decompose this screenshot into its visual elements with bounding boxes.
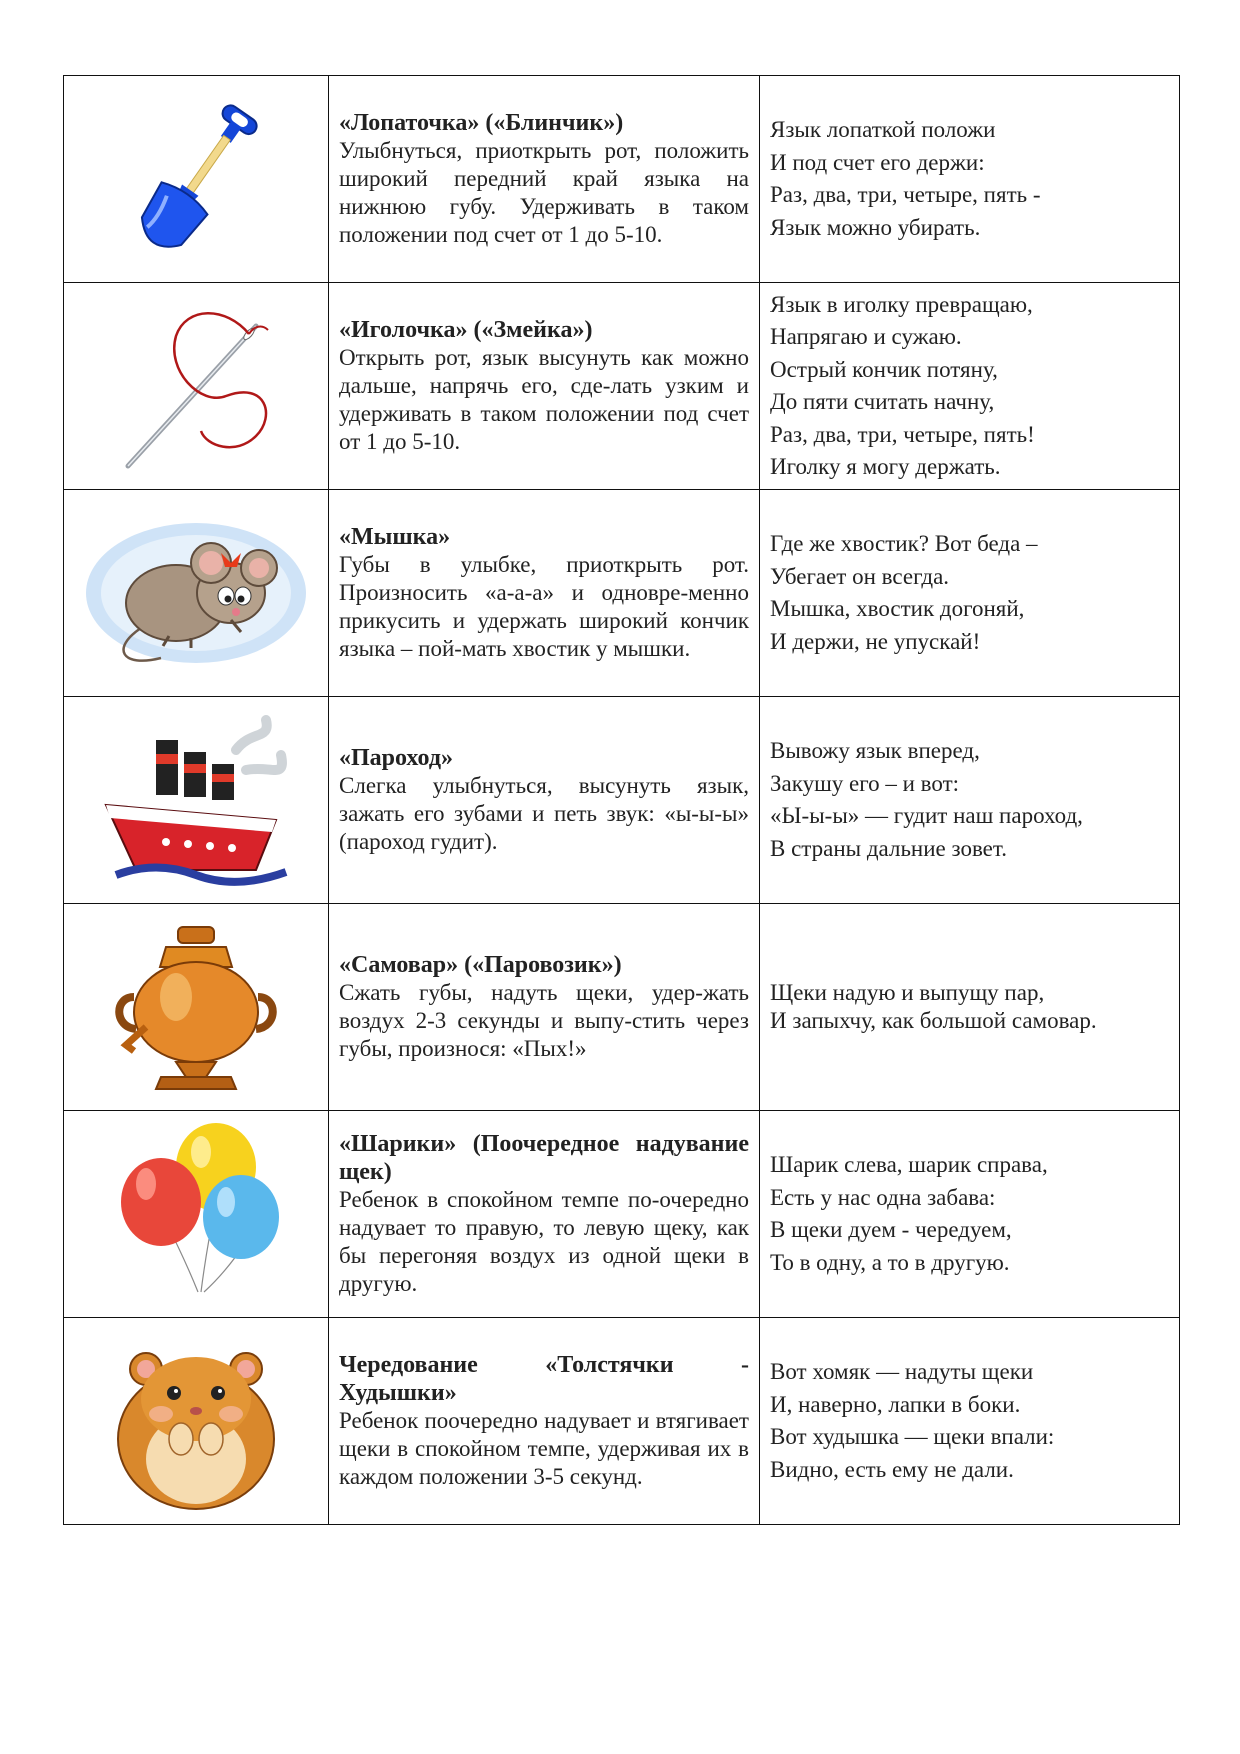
description-cell <box>329 283 760 490</box>
poem-line: Раз, два, три, четыре, пять - <box>770 182 1041 207</box>
picture-cell <box>64 76 329 283</box>
poem-line: Иголку я могу держать. <box>770 454 1001 479</box>
balloons-icon <box>106 1122 286 1307</box>
needle-icon <box>106 296 286 476</box>
poem-line: Мышка, хвостик догоняй, <box>770 596 1025 621</box>
poem-line: И, наверно, лапки в боки. <box>770 1391 1021 1417</box>
picture-cell <box>64 283 329 490</box>
table-row <box>64 904 1180 1111</box>
poem-line: Есть у нас одна забава: <box>770 1184 996 1210</box>
poem-line: То в одну, а то в другую. <box>770 1249 1010 1275</box>
poem-cell <box>760 697 1180 904</box>
hamster-icon <box>106 1329 286 1514</box>
poem-line: Язык в иголку превращаю, <box>770 291 1033 317</box>
exercise-description: Сжать губы, надуть щеки, удер-жать воздух 2-3 секунды и выпу-стить через губы, произнося: «Пых!» <box>339 980 749 1061</box>
table-row <box>64 1318 1180 1525</box>
exercise-description: Открыть рот, язык высунуть как можно дальше, напрячь его, сде-лать узким и удерживать в таком положении под счет от 1 до 5-10. <box>339 345 749 454</box>
poem-line: Шарик слева, шарик справа, <box>770 1152 1048 1177</box>
poem-cell <box>760 76 1180 283</box>
exercise-table <box>63 75 1180 1525</box>
poem-line: Язык лопаткой положи <box>770 117 996 142</box>
poem-line: До пяти считать начну, <box>770 389 995 414</box>
exercise-title: «Лопаточка» («Блинчик») <box>339 110 624 136</box>
poem-cell <box>760 1318 1180 1525</box>
description-cell <box>329 1318 760 1525</box>
exercise-description: Ребенок в спокойном темпе по-очередно надувает то правую, то левую щеку, как бы перегоняя воздух из одной щеки в другую. <box>339 1187 749 1296</box>
poem-cell <box>760 283 1180 490</box>
table-row <box>64 697 1180 904</box>
poem-line: «Ы-ы-ы» — гудит наш пароход, <box>770 803 1083 828</box>
table-row <box>64 490 1180 697</box>
poem-line: Где же хвостик? Вот беда – <box>770 531 1038 556</box>
description-cell <box>329 904 760 1111</box>
mouse-icon <box>81 508 311 678</box>
table-row <box>64 76 1180 283</box>
description-cell <box>329 1111 760 1318</box>
poem-line: Вот хомяк — надуты щеки <box>770 1359 1034 1384</box>
poem-line: Щеки надую и выпущу пар, <box>770 980 1045 1005</box>
poem-line: И под счет его держи: <box>770 149 985 175</box>
exercise-title: «Самовар» («Паровозик») <box>339 952 622 978</box>
description-cell <box>329 76 760 283</box>
samovar-icon <box>106 917 286 1097</box>
poem-line: Закушу его – и вот: <box>770 770 960 796</box>
exercise-description: Слегка улыбнуться, высунуть язык, зажать его зубами и петь звук: «ы-ы-ы» (пароход гудит). <box>339 773 749 854</box>
exercise-description: Улыбнуться, приоткрыть рот, положить широкий передний край языка на нижнюю губу. Удерживать в таком положении под счет от 1 до 5-10. <box>339 138 749 247</box>
poem-line: И держи, не упускай! <box>770 628 981 654</box>
exercise-title: Чередование «Толстячки - Худышки» <box>339 1352 749 1406</box>
exercise-title: «Мышка» <box>339 524 451 550</box>
poem-line: И запыхчу, как большой самовар. <box>770 1008 1097 1033</box>
description-cell <box>329 697 760 904</box>
exercise-title: «Иголочка» («Змейка») <box>339 317 593 343</box>
poem-line: В щеки дуем - чередуем, <box>770 1217 1012 1242</box>
poem-line: Убегает он всегда. <box>770 563 950 589</box>
table-row <box>64 283 1180 490</box>
poem-line: Вот худышка — щеки впали: <box>770 1424 1055 1449</box>
exercise-description: Губы в улыбке, приоткрыть рот. Произносить «а-а-а» и одновре-менно прикусить и удержать широкий кончик языка – пой-мать хвостик у мышки. <box>339 552 749 661</box>
poem-line: Раз, два, три, четыре, пять! <box>770 421 1035 447</box>
poem-line: Язык можно убирать. <box>770 214 981 240</box>
poem-cell <box>760 904 1180 1111</box>
picture-cell <box>64 490 329 697</box>
poem-line: В страны дальние зовет. <box>770 835 1007 861</box>
shovel-icon <box>116 92 276 267</box>
poem-line: Острый кончик потяну, <box>770 356 998 382</box>
table-row <box>64 1111 1180 1318</box>
poem-line: Видно, есть ему не дали. <box>770 1456 1014 1482</box>
exercise-title: «Пароход» <box>339 745 453 771</box>
poem-cell <box>760 1111 1180 1318</box>
poem-cell <box>760 490 1180 697</box>
picture-cell <box>64 697 329 904</box>
poem-line: Напрягаю и сужаю. <box>770 324 962 349</box>
picture-cell <box>64 1318 329 1525</box>
picture-cell <box>64 1111 329 1318</box>
description-cell <box>329 490 760 697</box>
exercise-title: «Шарики» (Поочередное надувание щек) <box>339 1131 749 1185</box>
poem-line: Вывожу язык вперед, <box>770 738 980 763</box>
steamship-icon <box>96 710 296 890</box>
picture-cell <box>64 904 329 1111</box>
exercise-description: Ребенок поочередно надувает и втягивает щеки в спокойном темпе, удерживая их в каждом положении 3-5 секунд. <box>339 1408 749 1489</box>
